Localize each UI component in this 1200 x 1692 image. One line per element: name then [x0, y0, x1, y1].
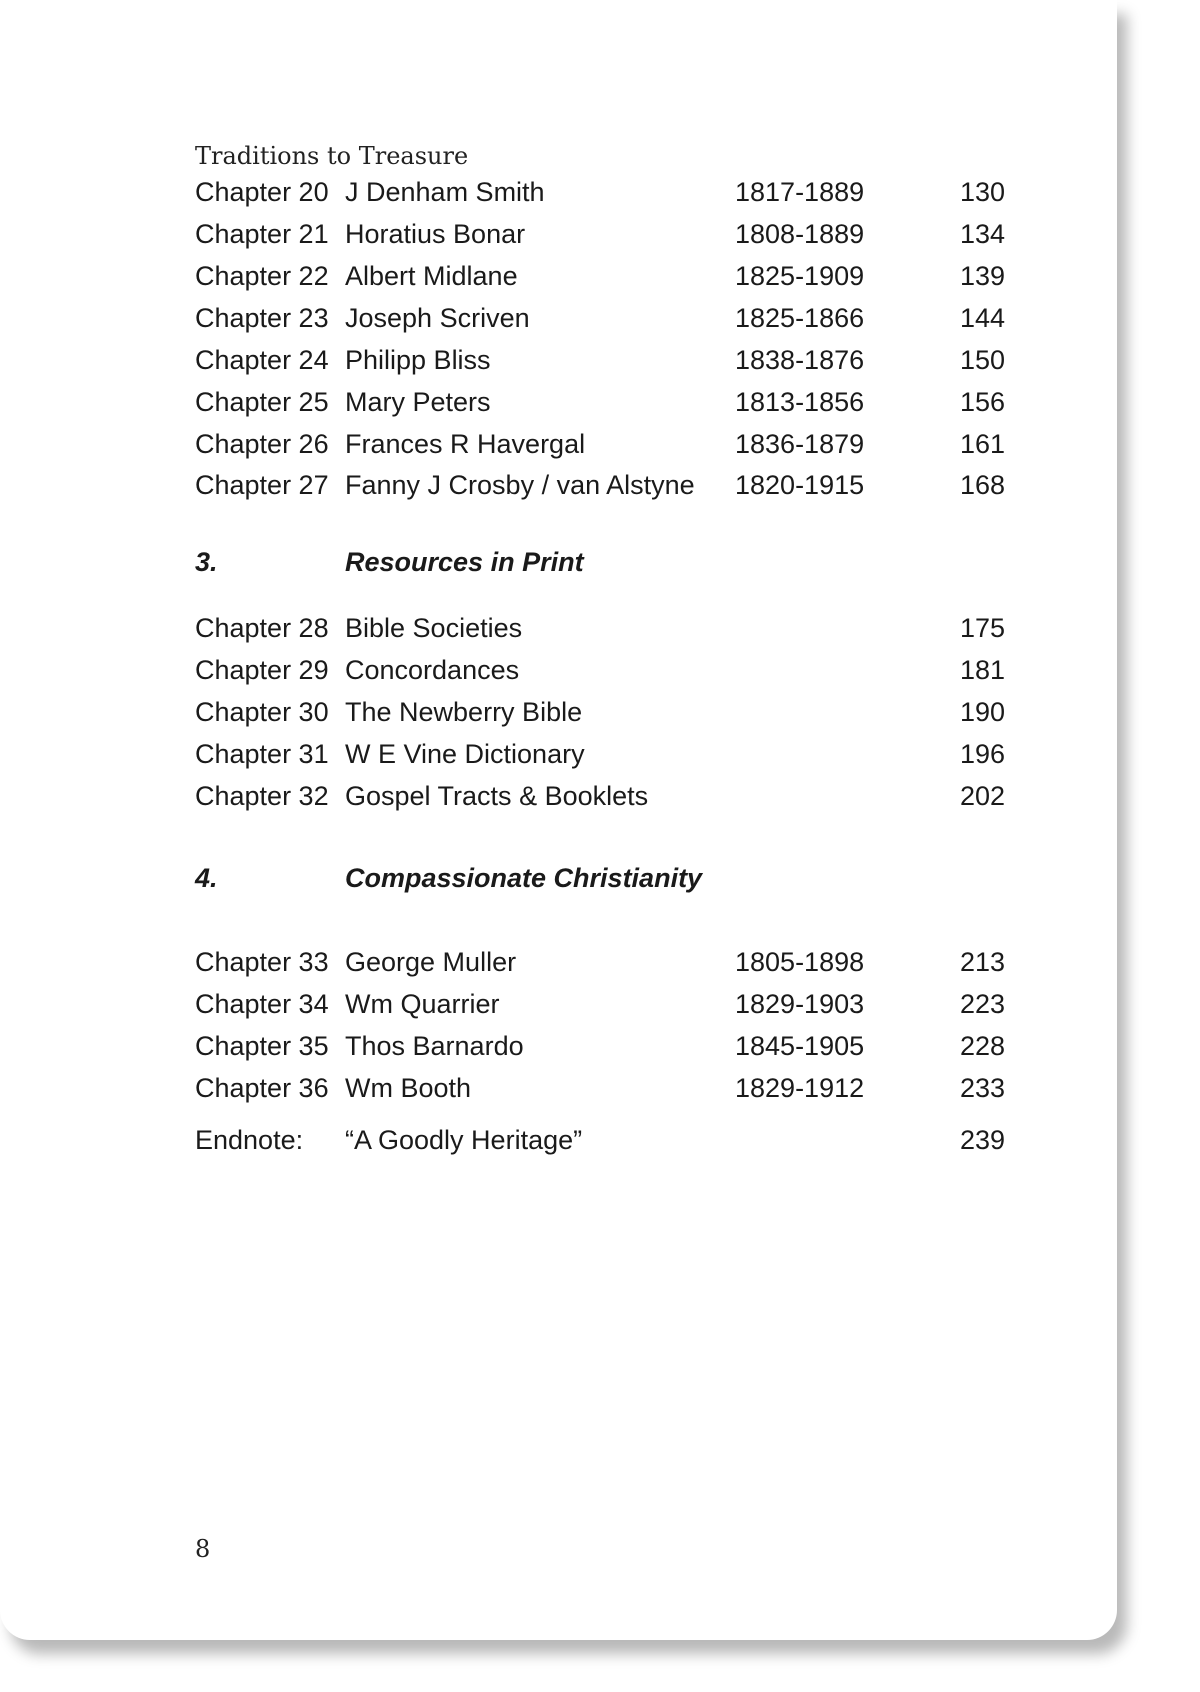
toc-entry-label: Chapter 33 — [195, 947, 329, 977]
toc-entry-years: 1838-1876 — [735, 345, 865, 375]
toc-chapter-row — [195, 695, 1015, 729]
toc-entry-title: Bible Societies — [345, 613, 523, 643]
toc-entry-page: 228 — [959, 1031, 1005, 1061]
toc-chapter-row — [195, 945, 1015, 979]
toc-chapter-row — [195, 343, 1015, 377]
toc-section-heading — [195, 861, 1015, 895]
toc-entry-page: 202 — [959, 781, 1005, 811]
toc-entry-title: Concordances — [345, 655, 520, 685]
toc-entry-years: 1817-1889 — [735, 177, 865, 207]
toc-entry-years: 1805-1898 — [735, 947, 865, 977]
toc-entry-page: 213 — [959, 947, 1005, 977]
toc-entry-label: Chapter 28 — [195, 613, 329, 643]
toc-entry-label: Chapter 29 — [195, 655, 329, 685]
toc-entry-label: Chapter 35 — [195, 1031, 329, 1061]
toc-entry-label: Chapter 23 — [195, 303, 329, 333]
toc-entry-title: Albert Midlane — [345, 261, 518, 291]
toc-entry-years: 1820-1915 — [735, 470, 865, 500]
toc-entry-label: Chapter 26 — [195, 429, 329, 459]
toc-entry-page: 223 — [959, 989, 1005, 1019]
toc-entry-label: Chapter 34 — [195, 989, 329, 1019]
toc-entry-label: Chapter 27 — [195, 470, 329, 500]
toc-chapter-row — [195, 301, 1015, 335]
toc-entry-title: Frances R Havergal — [345, 429, 586, 459]
toc-chapter-row — [195, 468, 1015, 502]
running-head: Traditions to Treasure — [195, 142, 469, 170]
toc-entry-page: 150 — [959, 345, 1005, 375]
toc-chapter-row — [195, 611, 1015, 645]
toc-entry-title: Wm Booth — [345, 1073, 472, 1103]
toc-entry-years: 1825-1909 — [735, 261, 865, 291]
toc-entry-title: Joseph Scriven — [345, 303, 530, 333]
toc-entry-years: 1829-1903 — [735, 989, 865, 1019]
toc-entry-page: 144 — [959, 303, 1005, 333]
toc-entry-label: Chapter 25 — [195, 387, 329, 417]
toc-entry-label: Chapter 21 — [195, 219, 329, 249]
toc-entry-years: 1836-1879 — [735, 429, 865, 459]
toc-entry-title: Mary Peters — [345, 387, 491, 417]
toc-entry-title: “A Goodly Heritage” — [345, 1125, 583, 1155]
toc-entry-title: Horatius Bonar — [345, 219, 526, 249]
toc-entry-years: 1845-1905 — [735, 1031, 865, 1061]
toc-chapter-row — [195, 175, 1015, 209]
toc-entry-title: Wm Quarrier — [345, 989, 500, 1019]
toc-entry-years: 1813-1856 — [735, 387, 865, 417]
toc-entry-title: George Muller — [345, 947, 517, 977]
toc-chapter-row — [195, 653, 1015, 687]
toc-entry-page: 196 — [959, 739, 1005, 769]
toc-entry-title: The Newberry Bible — [345, 697, 583, 727]
page-number: 8 — [195, 1535, 211, 1563]
toc-chapter-row — [195, 1071, 1015, 1105]
toc-entry-page: 161 — [959, 429, 1005, 459]
toc-entry-label: Chapter 31 — [195, 739, 329, 769]
toc-endnote-row — [195, 1123, 1015, 1157]
toc-entry-page: 239 — [959, 1125, 1005, 1155]
toc-entry-years: 1808-1889 — [735, 219, 865, 249]
toc-entry-page: 130 — [959, 177, 1005, 207]
toc-entry-label: 3. — [195, 547, 218, 577]
toc-entry-page: 139 — [959, 261, 1005, 291]
toc-entry-label: Chapter 22 — [195, 261, 329, 291]
toc-chapter-row — [195, 1029, 1015, 1063]
toc-chapter-row — [195, 427, 1015, 461]
toc-entry-title: Gospel Tracts & Booklets — [345, 781, 649, 811]
toc-entry-title: J Denham Smith — [345, 177, 545, 207]
toc-entry-title: Compassionate Christianity — [345, 863, 703, 893]
toc-entry-label: Chapter 30 — [195, 697, 329, 727]
toc-entry-page: 190 — [959, 697, 1005, 727]
toc-entry-title: Philipp Bliss — [345, 345, 491, 375]
toc-entry-label: Chapter 24 — [195, 345, 329, 375]
toc-entry-title: Fanny J Crosby / van Alstyne — [345, 470, 695, 500]
toc-chapter-row — [195, 737, 1015, 771]
toc-entry-page: 134 — [959, 219, 1005, 249]
toc-entry-page: 181 — [959, 655, 1005, 685]
toc-chapter-row — [195, 259, 1015, 293]
toc-entry-page: 168 — [959, 470, 1005, 500]
toc-entry-years: 1825-1866 — [735, 303, 865, 333]
toc-section-heading — [195, 545, 1015, 579]
toc-entry-label: Chapter 20 — [195, 177, 329, 207]
toc-chapter-row — [195, 779, 1015, 813]
toc-entry-years: 1829-1912 — [735, 1073, 865, 1103]
toc-chapter-row — [195, 385, 1015, 419]
toc-entry-page: 156 — [959, 387, 1005, 417]
toc-entry-label: Chapter 32 — [195, 781, 329, 811]
toc-entry-label: 4. — [195, 863, 218, 893]
toc-entry-label: Endnote: — [195, 1125, 304, 1155]
toc-chapter-row — [195, 987, 1015, 1021]
toc-entry-title: Resources in Print — [345, 547, 584, 577]
toc-entry-page: 233 — [959, 1073, 1005, 1103]
toc-entry-label: Chapter 36 — [195, 1073, 329, 1103]
toc-entry-title: W E Vine Dictionary — [345, 739, 585, 769]
toc-chapter-row — [195, 217, 1015, 251]
toc-entry-title: Thos Barnardo — [345, 1031, 524, 1061]
toc-entry-page: 175 — [959, 613, 1005, 643]
